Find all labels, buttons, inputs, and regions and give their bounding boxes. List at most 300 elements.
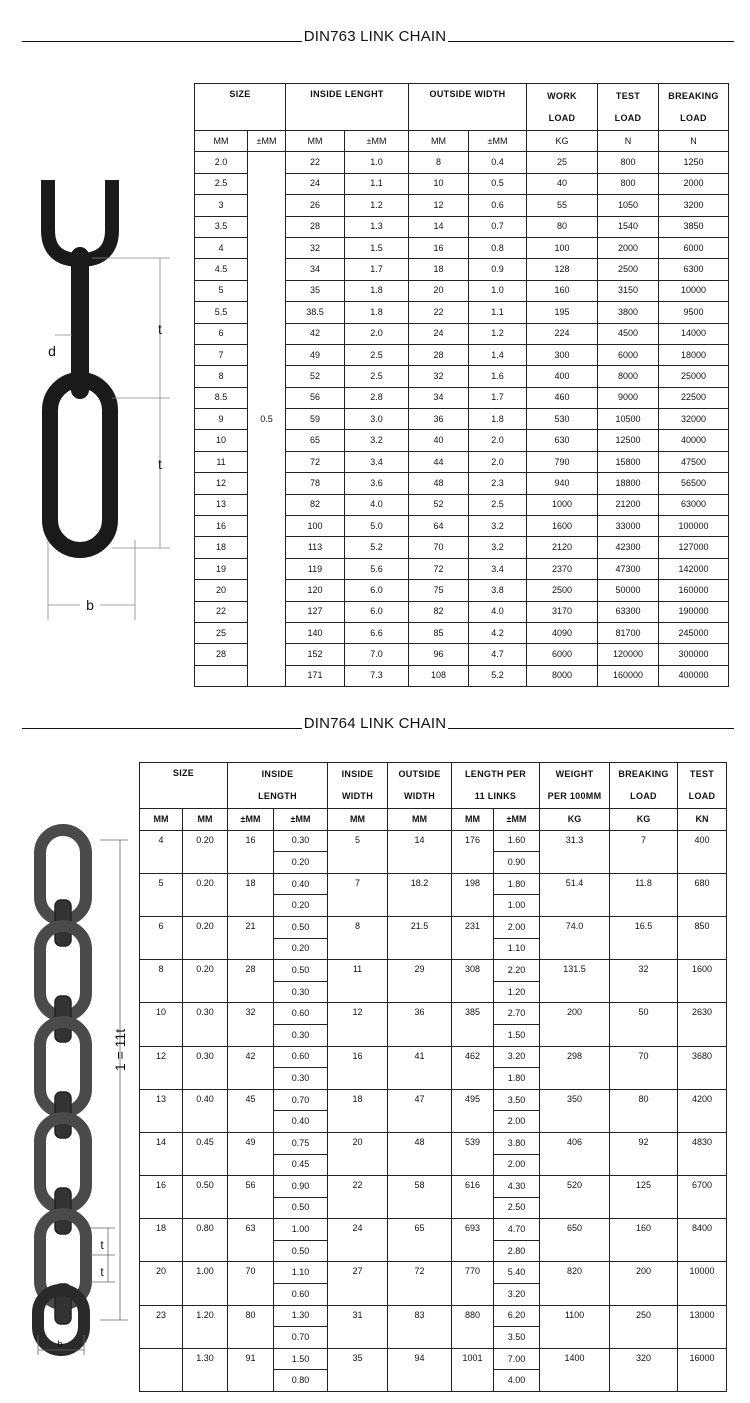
outside-width-cell: 14: [388, 830, 452, 873]
inside-length-tol-cell: 0.50: [274, 916, 328, 938]
unit-cell: ±MM: [228, 809, 274, 831]
inside-length-tol-cell: 0.60: [274, 1003, 328, 1025]
table-cell: 0.5: [469, 173, 527, 194]
table-row: [140, 1176, 727, 1198]
test-load-cell: 3680: [678, 1046, 727, 1089]
test-load-cell: 16000: [678, 1348, 727, 1391]
inside-width-cell: 18: [328, 1089, 388, 1132]
outside-width-cell: 65: [388, 1219, 452, 1262]
unit-cell: MM: [286, 131, 345, 152]
unit-cell: KN: [678, 809, 727, 831]
test-load-cell: 400: [678, 830, 727, 873]
table-cell: 18000: [659, 344, 729, 365]
length-11-tol-cell: 1.00: [494, 895, 540, 917]
size-cell: 10: [140, 1003, 183, 1046]
table-cell: 14: [409, 216, 469, 237]
table-cell: 56500: [659, 473, 729, 494]
table-cell: 1050: [598, 195, 659, 216]
table-cell: 32: [286, 237, 345, 258]
breaking-load-cell: 320: [610, 1348, 678, 1391]
table-cell: 5.2: [345, 537, 409, 558]
table-cell: 0.4: [469, 152, 527, 173]
unit-cell: MM: [140, 809, 183, 831]
length-11-cell: 462: [452, 1046, 494, 1089]
inside-width-cell: 8: [328, 916, 388, 959]
table-cell: 80: [527, 216, 598, 237]
table-cell: 4500: [598, 323, 659, 344]
size-cell: 14: [140, 1132, 183, 1175]
table-cell: 1000: [527, 494, 598, 515]
size-cell: 5: [140, 873, 183, 916]
t-label-1: t: [158, 321, 162, 337]
table-row: [140, 1046, 727, 1068]
size-cell: 13: [140, 1089, 183, 1132]
outside-width-cell: 18.2: [388, 873, 452, 916]
table-cell: 15800: [598, 451, 659, 472]
table-cell: 940: [527, 473, 598, 494]
inside-length-cell: 49: [228, 1132, 274, 1175]
col-breaking-load: BREAKING LOAD: [659, 84, 729, 131]
length-11-tol-cell: 0.90: [494, 852, 540, 874]
length-11-cell: 539: [452, 1132, 494, 1175]
weight-cell: 200: [540, 1003, 610, 1046]
table-cell: 152: [286, 644, 345, 665]
table-row: [140, 1003, 727, 1025]
table-cell: 34: [409, 387, 469, 408]
table-row: [140, 1262, 727, 1284]
breaking-load-cell: 200: [610, 1262, 678, 1305]
table-cell: 8000: [527, 665, 598, 686]
length-11-tol-cell: 5.40: [494, 1262, 540, 1284]
table-cell: 160000: [598, 665, 659, 686]
test-load-cell: 1600: [678, 960, 727, 1003]
size-tol-cell: 0.50: [183, 1176, 228, 1219]
inside-width-cell: 5: [328, 830, 388, 873]
unit-cell: MM: [183, 809, 228, 831]
table-cell: 63300: [598, 601, 659, 622]
length-11-tol-cell: 4.00: [494, 1370, 540, 1392]
inside-length-cell: 91: [228, 1348, 274, 1391]
size-tol-cell: 0.80: [183, 1219, 228, 1262]
table-cell: 100: [527, 237, 598, 258]
unit-cell: MM: [328, 809, 388, 831]
size-cell: 8: [140, 960, 183, 1003]
inside-width-cell: 7: [328, 873, 388, 916]
length-11-tol-cell: 1.80: [494, 873, 540, 895]
length-11-tol-cell: 1.60: [494, 830, 540, 852]
inside-length-tol-cell: 0.50: [274, 1240, 328, 1262]
table-cell: 2000: [659, 173, 729, 194]
length-11-cell: 495: [452, 1089, 494, 1132]
inside-width-cell: 27: [328, 1262, 388, 1305]
table-cell: 6: [195, 323, 248, 344]
table-cell: 142000: [659, 558, 729, 579]
table-cell: 120000: [598, 644, 659, 665]
table-row: [195, 152, 729, 173]
table-cell: 1.8: [345, 280, 409, 301]
table-cell: 6000: [659, 237, 729, 258]
inside-length-tol-cell: 1.10: [274, 1262, 328, 1284]
length-11-tol-cell: 4.30: [494, 1176, 540, 1198]
table-cell: 25000: [659, 366, 729, 387]
table-cell: 3.2: [345, 430, 409, 451]
size-tol-cell: 0.20: [183, 873, 228, 916]
table-cell: 9000: [598, 387, 659, 408]
table-cell: 32000: [659, 409, 729, 430]
breaking-load-cell: 16.5: [610, 916, 678, 959]
inside-length-tol-cell: 1.50: [274, 1348, 328, 1370]
inside-length-tol-cell: 0.45: [274, 1154, 328, 1176]
table-cell: 1.4: [469, 344, 527, 365]
size-tol-cell: 1.20: [183, 1305, 228, 1348]
inside-length-tol-cell: 0.40: [274, 873, 328, 895]
unit-cell: ±MM: [494, 809, 540, 831]
inside-length-tol-cell: 1.30: [274, 1305, 328, 1327]
inside-length-tol-cell: 0.75: [274, 1132, 328, 1154]
weight-cell: 520: [540, 1176, 610, 1219]
inside-length-tol-cell: 0.70: [274, 1089, 328, 1111]
table-cell: 3: [195, 195, 248, 216]
outside-width-cell: 48: [388, 1132, 452, 1175]
table-cell: 56: [286, 387, 345, 408]
table-cell: 40000: [659, 430, 729, 451]
size-tol-cell: 0.45: [183, 1132, 228, 1175]
table-cell: 800: [598, 173, 659, 194]
table-cell: 34: [286, 259, 345, 280]
length-11-tol-cell: 1.20: [494, 981, 540, 1003]
table-cell: 2000: [598, 237, 659, 258]
col-test-load: TEST LOAD: [598, 84, 659, 131]
table-cell: 21200: [598, 494, 659, 515]
table-cell: 5.0: [345, 516, 409, 537]
table-cell: 5.5: [195, 302, 248, 323]
length-11-tol-cell: 1.50: [494, 1024, 540, 1046]
table-cell: 64: [409, 516, 469, 537]
table-cell: 10: [195, 430, 248, 451]
table-cell: 8: [409, 152, 469, 173]
table-cell: 19: [195, 558, 248, 579]
table-cell: 22500: [659, 387, 729, 408]
table-cell: 4.0: [469, 601, 527, 622]
table-cell: 9500: [659, 302, 729, 323]
table-cell: 1.7: [345, 259, 409, 280]
size-tol-cell: 0.40: [183, 1089, 228, 1132]
table-cell: 47300: [598, 558, 659, 579]
col-inside-length: INSIDE LENGTH: [228, 763, 328, 809]
table-row: [140, 830, 727, 852]
table-cell: 3.2: [469, 516, 527, 537]
length-11-tol-cell: 1.10: [494, 938, 540, 960]
table-cell: 119: [286, 558, 345, 579]
size-cell: 12: [140, 1046, 183, 1089]
length-11-tol-cell: 4.70: [494, 1219, 540, 1241]
table-cell: 0.7: [469, 216, 527, 237]
table-cell: 65: [286, 430, 345, 451]
length-11-cell: 616: [452, 1176, 494, 1219]
table-cell: 28: [286, 216, 345, 237]
table-cell: 33000: [598, 516, 659, 537]
table-cell: 5.2: [469, 665, 527, 686]
table-cell: 10000: [659, 280, 729, 301]
table-cell: 8: [195, 366, 248, 387]
table-cell: 42300: [598, 537, 659, 558]
table-cell: 82: [409, 601, 469, 622]
table-cell: 4.2: [469, 622, 527, 643]
length-11-cell: 770: [452, 1262, 494, 1305]
table-cell: 2500: [527, 580, 598, 601]
inside-width-cell: 16: [328, 1046, 388, 1089]
table-cell: 24: [409, 323, 469, 344]
table-cell: 25: [195, 622, 248, 643]
inside-length-cell: 28: [228, 960, 274, 1003]
table-cell: 10: [409, 173, 469, 194]
inside-length-cell: 45: [228, 1089, 274, 1132]
size-cell: 4: [140, 830, 183, 873]
table-cell: 171: [286, 665, 345, 686]
unit-cell: ±MM: [345, 131, 409, 152]
b-label: b: [86, 597, 94, 613]
weight-cell: 406: [540, 1132, 610, 1175]
inside-width-cell: 20: [328, 1132, 388, 1175]
table-cell: 530: [527, 409, 598, 430]
table-cell: 55: [527, 195, 598, 216]
table-cell: 2.0: [469, 430, 527, 451]
table-row: [140, 1348, 727, 1370]
table-cell: 5: [195, 280, 248, 301]
weight-cell: 350: [540, 1089, 610, 1132]
table-cell: 6300: [659, 259, 729, 280]
length-11-cell: 198: [452, 873, 494, 916]
inside-length-cell: 80: [228, 1305, 274, 1348]
table-cell: 70: [409, 537, 469, 558]
table-cell: 790: [527, 451, 598, 472]
col-inside-width: INSIDE WIDTH: [328, 763, 388, 809]
size-tolerance-cell: 0.5: [248, 152, 286, 687]
l-label: 1 = 11t: [112, 1028, 128, 1072]
din764-table: [139, 762, 727, 1392]
unit-cell: MM: [388, 809, 452, 831]
table-row: [140, 873, 727, 895]
unit-cell: ±MM: [469, 131, 527, 152]
length-11-tol-cell: 2.00: [494, 1154, 540, 1176]
breaking-load-cell: 70: [610, 1046, 678, 1089]
table-cell: 120: [286, 580, 345, 601]
table-cell: 3170: [527, 601, 598, 622]
inside-length-tol-cell: 0.30: [274, 1068, 328, 1090]
table-cell: 3.4: [469, 558, 527, 579]
inside-length-cell: 21: [228, 916, 274, 959]
table-row: [140, 1219, 727, 1241]
table-cell: 35: [286, 280, 345, 301]
size-tol-cell: 0.20: [183, 830, 228, 873]
unit-cell: MM: [195, 131, 248, 152]
test-load-cell: 8400: [678, 1219, 727, 1262]
length-11-tol-cell: 2.80: [494, 1240, 540, 1262]
breaking-load-cell: 250: [610, 1305, 678, 1348]
table-cell: 2.0: [469, 451, 527, 472]
inside-length-tol-cell: 0.30: [274, 981, 328, 1003]
col-outside-width: OUTSIDE WIDTH: [388, 763, 452, 809]
table-cell: 400: [527, 366, 598, 387]
table-cell: 1250: [659, 152, 729, 173]
breaking-load-cell: 11.8: [610, 873, 678, 916]
length-11-cell: 176: [452, 830, 494, 873]
table-cell: 0.6: [469, 195, 527, 216]
col-size: SIZE: [195, 84, 286, 131]
length-11-tol-cell: 3.20: [494, 1284, 540, 1306]
size-cell: 20: [140, 1262, 183, 1305]
table-cell: 63000: [659, 494, 729, 515]
inside-length-cell: 32: [228, 1003, 274, 1046]
bottom-link: [50, 380, 110, 550]
unit-cell: MM: [409, 131, 469, 152]
col-length-per-11: LENGTH PER 11 LINKS: [452, 763, 540, 809]
table-cell: 52: [409, 494, 469, 515]
table-cell: 160000: [659, 580, 729, 601]
test-load-cell: 2630: [678, 1003, 727, 1046]
weight-cell: 650: [540, 1219, 610, 1262]
table-cell: 1540: [598, 216, 659, 237]
table-cell: 25: [527, 152, 598, 173]
table-row: [140, 1132, 727, 1154]
table-cell: 40: [527, 173, 598, 194]
din764-title: DIN764 LINK CHAIN: [303, 715, 447, 732]
inside-width-cell: 35: [328, 1348, 388, 1391]
table-cell: 48: [409, 473, 469, 494]
length-11-tol-cell: 2.50: [494, 1197, 540, 1219]
inside-width-cell: 12: [328, 1003, 388, 1046]
header-row: [140, 763, 727, 809]
table-cell: 6.0: [345, 601, 409, 622]
length-11-tol-cell: 2.20: [494, 960, 540, 982]
weight-cell: 1100: [540, 1305, 610, 1348]
table-cell: 128: [527, 259, 598, 280]
col-work-load: WORK LOAD: [527, 84, 598, 131]
inside-length-tol-cell: 0.50: [274, 1197, 328, 1219]
table-cell: 42: [286, 323, 345, 344]
table-cell: 3800: [598, 302, 659, 323]
table-cell: 20: [195, 580, 248, 601]
table-row: [140, 1305, 727, 1327]
inside-length-tol-cell: 0.30: [274, 1024, 328, 1046]
inside-length-tol-cell: 0.20: [274, 895, 328, 917]
table-cell: 0.8: [469, 237, 527, 258]
weight-cell: 131.5: [540, 960, 610, 1003]
length-11-tol-cell: 3.20: [494, 1046, 540, 1068]
table-cell: 3200: [659, 195, 729, 216]
table-cell: 12: [195, 473, 248, 494]
din763-title: DIN763 LINK CHAIN: [303, 28, 447, 45]
table-cell: 4: [195, 237, 248, 258]
table-cell: 6000: [527, 644, 598, 665]
length-11-tol-cell: 2.00: [494, 1111, 540, 1133]
table-cell: 100000: [659, 516, 729, 537]
table-cell: 28: [195, 644, 248, 665]
table-cell: 40: [409, 430, 469, 451]
breaking-load-cell: 7: [610, 830, 678, 873]
table-cell: 12: [409, 195, 469, 216]
table-cell: 4090: [527, 622, 598, 643]
table-cell: 16: [409, 237, 469, 258]
t-label-1: t: [100, 1238, 104, 1252]
table-cell: 11: [195, 451, 248, 472]
table-cell: 195: [527, 302, 598, 323]
table-cell: 50000: [598, 580, 659, 601]
units-row: [140, 809, 727, 831]
table-cell: 82: [286, 494, 345, 515]
inside-length-cell: 63: [228, 1219, 274, 1262]
col-weight: WEIGHT PER 100MM: [540, 763, 610, 809]
outside-width-cell: 83: [388, 1305, 452, 1348]
table-cell: 8000: [598, 366, 659, 387]
inside-length-cell: 18: [228, 873, 274, 916]
table-cell: 630: [527, 430, 598, 451]
table-cell: 3.2: [469, 537, 527, 558]
table-cell: 38.5: [286, 302, 345, 323]
weight-cell: 74.0: [540, 916, 610, 959]
t-label-2: t: [100, 1265, 104, 1279]
size-tol-cell: 0.30: [183, 1003, 228, 1046]
size-cell: 23: [140, 1305, 183, 1348]
table-cell: 72: [286, 451, 345, 472]
table-cell: 1.3: [345, 216, 409, 237]
table-cell: 8.5: [195, 387, 248, 408]
unit-cell: KG: [610, 809, 678, 831]
inside-length-tol-cell: 1.00: [274, 1219, 328, 1241]
table-cell: 2.5: [345, 344, 409, 365]
table-cell: 1.1: [345, 173, 409, 194]
inside-length-tol-cell: 0.20: [274, 852, 328, 874]
unit-cell: ±MM: [274, 809, 328, 831]
weight-cell: 51.4: [540, 873, 610, 916]
table-cell: 3.0: [345, 409, 409, 430]
table-cell: 2.5: [195, 173, 248, 194]
table-cell: 800: [598, 152, 659, 173]
length-11-cell: 385: [452, 1003, 494, 1046]
table-cell: 78: [286, 473, 345, 494]
size-tol-cell: 0.20: [183, 916, 228, 959]
col-test-load: TEST LOAD: [678, 763, 727, 809]
table-cell: 44: [409, 451, 469, 472]
size-cell: 6: [140, 916, 183, 959]
unit-cell: N: [659, 131, 729, 152]
table-cell: 22: [195, 601, 248, 622]
header-row: [195, 84, 729, 131]
table-cell: 4.7: [469, 644, 527, 665]
table-cell: 3850: [659, 216, 729, 237]
table-cell: 7.3: [345, 665, 409, 686]
table-cell: 400000: [659, 665, 729, 686]
size-tol-cell: 1.00: [183, 1262, 228, 1305]
table-cell: 2500: [598, 259, 659, 280]
table-cell: [195, 665, 248, 686]
table-cell: 1.8: [469, 409, 527, 430]
table-cell: 2.5: [345, 366, 409, 387]
table-cell: 47500: [659, 451, 729, 472]
length-11-cell: 693: [452, 1219, 494, 1262]
breaking-load-cell: 32: [610, 960, 678, 1003]
inside-width-cell: 31: [328, 1305, 388, 1348]
table-cell: 7: [195, 344, 248, 365]
length-11-tol-cell: 3.50: [494, 1327, 540, 1349]
table-cell: 2.0: [195, 152, 248, 173]
table-cell: 59: [286, 409, 345, 430]
table-cell: 18800: [598, 473, 659, 494]
table-cell: 127: [286, 601, 345, 622]
outside-width-cell: 58: [388, 1176, 452, 1219]
weight-cell: 820: [540, 1262, 610, 1305]
outside-width-cell: 94: [388, 1348, 452, 1391]
